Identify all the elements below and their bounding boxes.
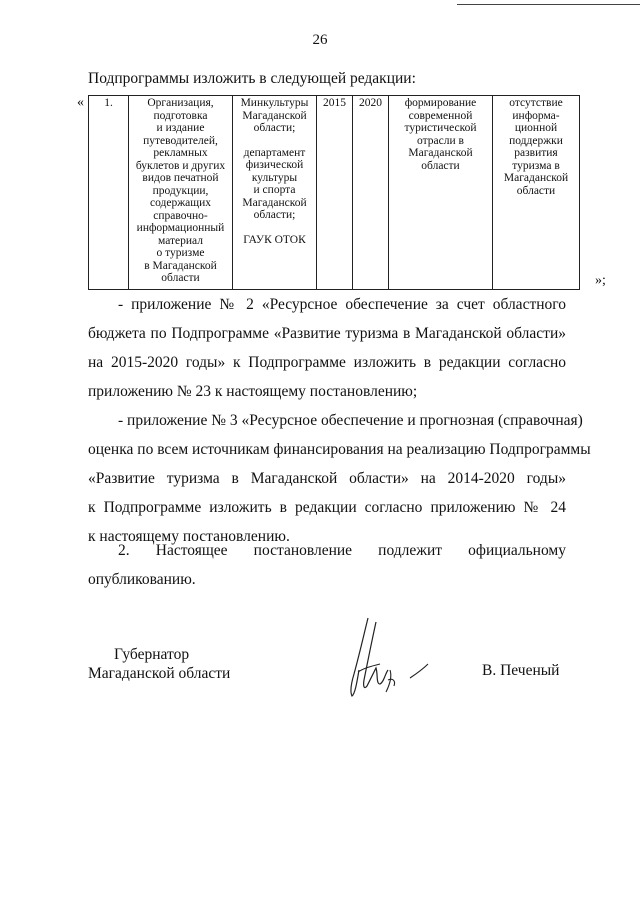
paragraph-appendix-3: - приложение № 3 «Ресурсное обеспечение и прогнозная (справочная) оценка по всем источникам финансирования на реализацию Подпрограммы «Развитие туризма в Магаданской области» на 2014-2020 годы» к Подпрограмме изложить в редакции согласно приложению № 24 к настоящему постановлению. [88,412,591,545]
page-number: 26 [312,32,328,48]
signer-name: В. Печеный [482,662,560,679]
cell-start-year: 2015 [317,96,353,290]
subprogram-table [88,95,580,290]
quote-close: »; [595,273,606,288]
table-row [89,96,580,290]
cell-expected-result: формирование современной туристической отрасли в Магаданской области [389,96,493,290]
signature-image [330,612,440,702]
cell-activity-name: Организация, подготовка и издание путеводителей, рекламных буклетов и других видов печатной продукции, содержащих справочно- информационный материал о туризме в Магаданской области [129,96,233,290]
cell-consequences: отсутствие информа- ционной поддержки развития туризма в Магаданской области [493,96,580,290]
signer-title: Губернатор Магаданской области [88,646,231,682]
paragraph-appendix-2: - приложение № 2 «Ресурсное обеспечение за счет областного бюджета по Подпрограмме «Развитие туризма в Магаданской области» на 2015-2020 годы» к Подпрограмме изложить в редакции согласно приложению № 23 к настоящему постановлению; [88,296,566,400]
cell-executors: Минкультуры Магаданской области; департамент физической культуры и спорта Магаданской области; ГАУК ОТОК [233,96,317,290]
cell-number: 1. [89,96,129,290]
cell-end-year: 2020 [353,96,389,290]
paragraph-publication: 2. Настоящее постановление подлежит официальному опубликованию. [88,542,566,588]
top-rule [457,4,640,5]
quote-open: « [77,95,84,110]
intro-text: Подпрограммы изложить в следующей редакции: [88,70,416,87]
